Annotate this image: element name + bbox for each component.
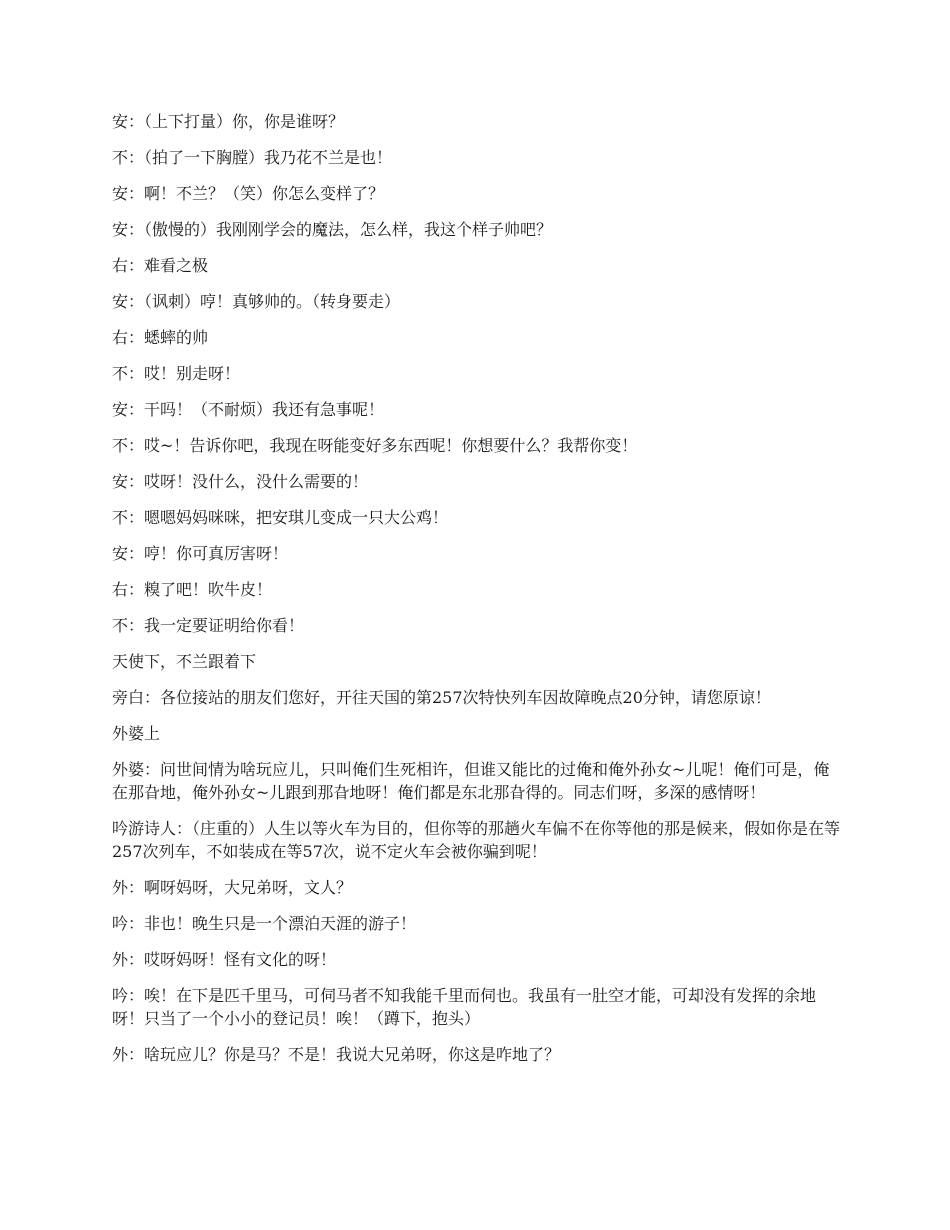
script-line: 安：啊！不兰？（笑）你怎么变样了？ <box>112 184 385 203</box>
script-line: 安：（讽刺）哼！真够帅的。（转身要走） <box>112 292 401 311</box>
script-line: 外：啊呀妈呀，大兄弟呀，文人？ <box>112 878 353 897</box>
script-line: 右：蟋蟀的帅 <box>112 328 209 347</box>
script-line: 不：哎！别走呀！ <box>112 364 241 383</box>
script-line: 外：哎呀妈呀！怪有文化的呀！ <box>112 950 337 969</box>
script-line: 右：难看之极 <box>112 256 209 275</box>
script-line: 右：糗了吧！吹牛皮！ <box>112 580 273 599</box>
script-line: 安：（上下打量）你，你是谁呀？ <box>112 112 345 131</box>
script-line: 安：哎呀！没什么，没什么需要的！ <box>112 472 369 491</box>
script-line: 吟：唉！在下是匹千里马，可伺马者不知我能千里而伺也。我虽有一肚空才能，可却没有发挥的余地呀！只当了一个小小的登记员！唉！（蹲下，抱头） <box>112 986 817 1028</box>
script-line: 外婆：问世间情为啥玩应儿，只叫俺们生死相许，但谁又能比的过俺和俺外孙女~儿呢！俺们可是，俺在那旮地，俺外孙女~儿跟到那旮地呀！俺们都是东北那旮得的。同志们呀，多深的感情呀！ <box>112 760 830 802</box>
stage-direction: 天使下，不兰跟着下 <box>112 652 257 671</box>
script-line: 吟：非也！晚生只是一个漂泊天涯的游子！ <box>112 914 417 933</box>
script-line: 安：干吗！（不耐烦）我还有急事呢！ <box>112 400 385 419</box>
script-line: 不：嗯嗯妈妈咪咪，把安琪儿变成一只大公鸡！ <box>112 508 449 527</box>
script-line: 不：哎~！告诉你吧，我现在呀能变好多东西呢！你想要什么？我帮你变！ <box>112 436 638 455</box>
stage-direction: 外婆上 <box>112 724 161 743</box>
script-line: 不：我一定要证明给你看！ <box>112 616 305 635</box>
document-page <box>112 110 842 1079</box>
script-line: 安：哼！你可真厉害呀！ <box>112 544 289 563</box>
script-line: 吟游诗人：（庄重的）人生以等火车为目的，但你等的那趟火车偏不在你等他的那是候来，假如你是在等257次列车，不如装成在等57次，说不定火车会被你骗到呢！ <box>112 819 841 861</box>
script-line: 外：啥玩应儿？你是马？不是！我说大兄弟呀，你这是咋地了？ <box>112 1045 561 1064</box>
script-line: 旁白：各位接站的朋友们您好，开往天国的第257次特快列车因故障晚点20分钟，请您原谅！ <box>112 688 771 707</box>
script-line: 不：（拍了一下胸膛）我乃花不兰是也！ <box>112 148 393 167</box>
script-line: 安：（傲慢的）我刚刚学会的魔法，怎么样，我这个样子帅吧？ <box>112 220 553 239</box>
